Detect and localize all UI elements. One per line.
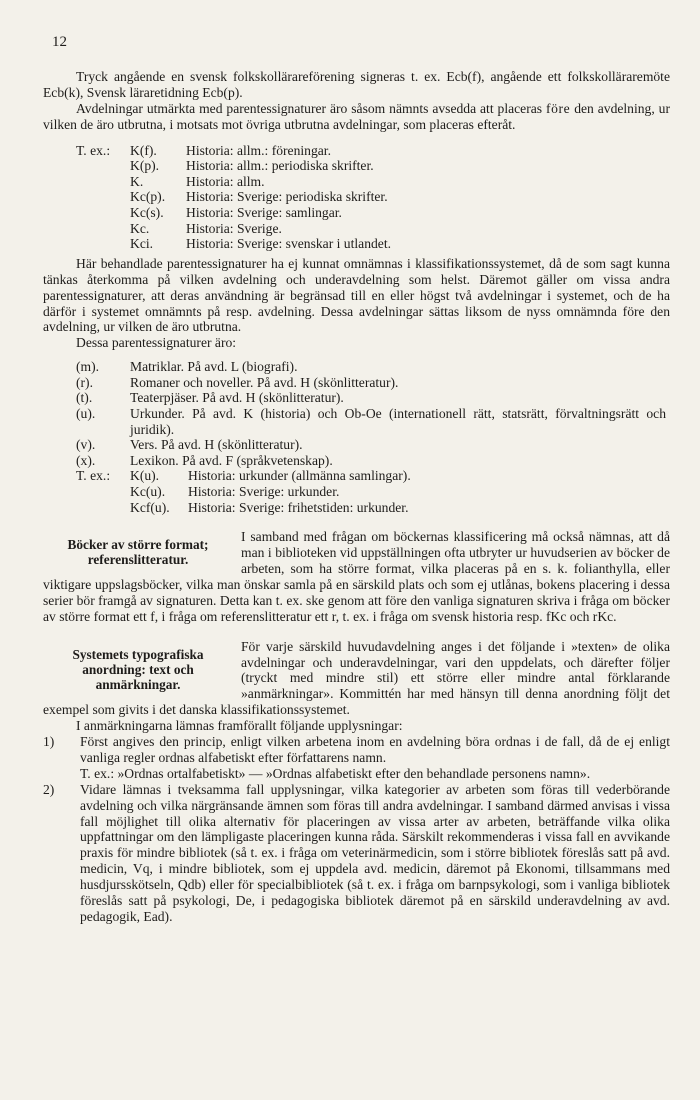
list-key: (m).: [76, 359, 100, 375]
signature: K(u).: [130, 468, 160, 484]
list-item: [76, 437, 670, 453]
table-row: [76, 484, 670, 500]
signature-text: Historia: Sverige: periodiska skrifter.: [186, 189, 388, 205]
list-key: (x).: [76, 452, 96, 468]
section-large-format: [43, 529, 670, 624]
item-text: Vidare lämnas i tveksamma fall upplysningar, vilka kategorier av arbeten som föras till vederbörande avdelning och vilka närgränsande ämnen som föras till andra avdelningar. I samband därmed anvisas i vissa fall möjlighet till olika alternativ för placeringen av vissa arter av arbeten, beträffande vilka olika uppfattningar om den lämpligaste placeringen kunna råda. Särskilt rekommenderas i vissa fall en avvikande praxis för mindre bibliotek (så t. ex. i fråga om veterinärmedicin, som i större bibliotek föreslås satt på avd. medicin, Vq, i mindre bibliotek, som ej uppdela avd. medicin, däremot på Ekonomi, tillsammans med husdjursskötseln, Qdb) eller för specialbibliotek (så t. ex. i fråga om barnpsykologi, som i vanliga bibliotek föreslås satt på psykologi, De, i pedagogiska bibliotek däremot på en särskild underavdelning av avd. pedagogik, Ead).: [80, 781, 670, 924]
paragraph-6: För varje särskild huvudavdelning anges i det följande i »texten» de olika avdelningar och underavdelningar, vari den uppdelats, och därefter följer (tryckt med mindre stil) ett större eller mindre antal förklarande »anmärkningar». Kommittén har med hänsyn till denna anordning följt det exempel som givits i det danska klassifikationssystemet.: [43, 638, 670, 718]
paragraph-2-start: Avdelningar utmärkta med parentessignaturer äro såsom nämnts avsedda att placeras: [76, 100, 543, 116]
list-value: Vers. På avd. H (skönlitteratur).: [130, 437, 303, 453]
item-number: 1): [43, 734, 55, 750]
signature: K(p).: [130, 158, 160, 174]
signature-text: Historia: Sverige: frihetstiden: urkunder.: [188, 499, 409, 515]
signature: K(f).: [130, 142, 157, 158]
signature-text: Historia: allm.: [186, 173, 265, 189]
signature-text: Historia: Sverige: svenskar i utlandet.: [186, 236, 391, 252]
page-body: [43, 69, 670, 925]
list-key: (t).: [76, 390, 93, 406]
page-number: 12: [52, 34, 67, 50]
section-typography: [43, 639, 670, 719]
table-row: [76, 143, 391, 159]
list-item: [76, 453, 670, 469]
examples-lead: T. ex.:: [76, 142, 111, 158]
list-value: Lexikon. På avd. F (språkvetenskap).: [130, 452, 333, 468]
list-value: Teaterpjäser. På avd. H (skönlitteratur).: [130, 390, 344, 406]
signature: Kc(s).: [130, 205, 164, 220]
signature-text: Historia: Sverige: urkunder.: [188, 483, 340, 499]
side-heading-typography: Systemets typografiska anordning: text och anmärkningar.: [72, 646, 204, 692]
item-body: [80, 782, 670, 925]
list-key: (v).: [76, 437, 96, 453]
paragraph-2-emphasis: före: [545, 100, 571, 116]
paragraph-4: Dessa parentessignaturer äro:: [76, 335, 237, 351]
signature-text: Historia: Sverige.: [186, 220, 282, 236]
list-value: Matriklar. På avd. L (biografi).: [130, 359, 298, 375]
item-body: [80, 734, 670, 782]
table-row: [76, 500, 670, 516]
list-key: (r).: [76, 374, 93, 390]
list-value: Romaner och noveller. På avd. H (skönlitteratur).: [130, 374, 399, 390]
list-item: [76, 359, 670, 375]
numbered-item-1: [43, 734, 670, 782]
signature: Kc.: [130, 220, 150, 236]
signature: Kc(p).: [130, 189, 166, 205]
signature-text: Historia: allm.: periodiska skrifter.: [186, 158, 374, 174]
examples-table-1: [76, 143, 391, 252]
table-row: [76, 174, 391, 190]
table-row: [76, 205, 391, 221]
list-item: [76, 375, 670, 391]
signature: Kc(u).: [130, 483, 166, 499]
list-key: (u).: [76, 406, 96, 421]
paragraph-5: I samband med frågan om böckernas klassificering må också nämnas, att då man i biblioteken vid uppställningen ofta utbryter ur huvudserien av böcker de arbeten, som ha större format, vilka placeras på en s. k. folianthylla, eller viktigare uppslagsböcker, vilka man önskar samla på en särskild plats och som ej utlånas, bokens placering i dessa serier bör framgå av signaturen. Detta kan t. ex. ske genom att före den vanliga signaturen skriva i fråga om böcker av större format ett f, i fråga om referenslitteratur ett r, t. ex. i fråga om svensk historia resp. fKc och rKc.: [43, 529, 670, 624]
paragraph-1: Tryck angående en svensk folkskollärareförening signeras t. ex. Ecb(f), angående ett folkskolläraremöte Ecb(k), Svensk läraretidning Ecb(p).: [43, 69, 670, 100]
numbered-item-2: [43, 782, 670, 925]
table-row: [76, 468, 670, 484]
examples-lead: T. ex.:: [76, 468, 111, 484]
examples-table-2: [76, 468, 670, 515]
item-number: 2): [43, 781, 55, 797]
side-heading-large-format: Böcker av större format; referenslitteratur.: [67, 537, 209, 568]
table-row: [76, 189, 391, 205]
signature-text: Historia: Sverige: samlingar.: [186, 205, 342, 220]
signature-list: [76, 359, 670, 468]
paragraph-3: Här behandlade parentessignaturer ha ej kunnat omnämnas i klassifikationssystemet, då de som sagt kunna tänkas återkomma på vilken avdelning och underavdelning som helst. Däremot gäller om vissa andra parentessignaturer, att deras användning är begränsad till en eller högst två avdelningar i systemet, och de ha därför i systemet omnämnts på resp. avdelning. Dessa avdelningar sättas liksom de nyss omnämnda före den avdelning, ur vilken de äro utbrutna.: [43, 255, 670, 335]
table-row: [76, 236, 391, 252]
signature-text: Historia: allm.: föreningar.: [186, 142, 331, 158]
signature: Kcf(u).: [130, 499, 170, 515]
table-row: [76, 158, 391, 174]
list-item: [76, 406, 670, 437]
signature: K.: [130, 173, 144, 189]
paragraph-7: I anmärkningarna lämnas framförallt följande upplysningar:: [76, 718, 403, 734]
item-text: Först angives den princip, enligt vilken arbetena inom en avdelning böra ordnas i de fall, då de ej enligt vanliga regler ordnas alfabetiskt efter författarens namn.: [80, 734, 670, 765]
list-value: Urkunder. På avd. K (historia) och Ob-Oe (internationell rätt, statsrätt, förvaltningsrätt och juridik).: [130, 406, 666, 437]
paragraph-2: [43, 101, 670, 133]
table-row: [76, 221, 391, 237]
item-example: T. ex.: »Ordnas ortalfabetiskt» — »Ordnas alfabetiskt efter den behandlade personens namn».: [80, 765, 591, 781]
signature-text: Historia: urkunder (allmänna samlingar).: [188, 468, 411, 484]
paragraph-2-end: den avdelning, ur vilken de äro utbrutna, i motsats mot övriga utbrutna avdelningar, som placeras efteråt.: [43, 100, 670, 132]
signature: Kci.: [130, 236, 154, 252]
list-item: [76, 390, 670, 406]
